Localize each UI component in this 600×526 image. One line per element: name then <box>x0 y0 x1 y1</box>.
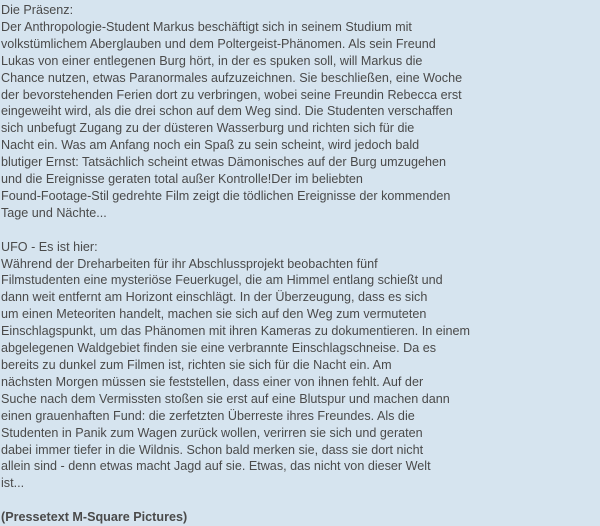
paragraph-line: und die Ereignisse geraten total außer Kontrolle!Der im beliebten <box>1 172 363 187</box>
section-heading: Die Präsenz: <box>1 3 74 17</box>
paragraph-line: dabei immer tiefer in die Wildnis. Schon bald merken sie, dass sie dort nicht <box>1 442 424 457</box>
paragraph-spacer <box>1 222 600 239</box>
paragraph-line: blutiger Ernst: Tatsächlich scheint etwas Dämonisches auf der Burg umzugehen <box>1 155 446 170</box>
section-heading: UFO - Es ist hier: <box>1 239 98 254</box>
paragraph-line: um einen Meteoriten handelt, machen sie sich auf den Weg zum vermuteten <box>1 307 427 322</box>
paragraph-line: sich unbefugt Zugang zu der düsteren Wasserburg und richten sich für die <box>1 121 415 136</box>
paragraph-line: abgelegenen Waldgebiet finden sie eine verbrannte Einschlagschneise. Da es <box>1 341 437 356</box>
paragraph-line: Lukas von einer entlegenen Burg hört, in der es spuken soll, will Markus die <box>1 53 423 68</box>
paragraph-line: volkstümlichem Aberglauben und dem Poltergeist-Phänomen. Als sein Freund <box>1 36 436 51</box>
paragraph-line: Filmstudenten eine mysteriöse Feuerkugel, die am Himmel entlang schießt und <box>1 273 443 288</box>
paragraph-line: Einschlagspunkt, um das Phänomen mit ihren Kameras zu dokumentieren. In einem <box>1 324 471 339</box>
paragraph-line: Der Anthropologie-Student Markus beschäftigt sich in seinem Studium mit <box>1 19 412 34</box>
paragraph-line: bereits zu dunkel zum Filmen ist, richten sie sich für die Nacht ein. Am <box>1 358 392 373</box>
paragraph-line: einen grauenhaften Fund: die zerfetzten Überreste ihres Freundes. Als die <box>1 408 415 423</box>
paragraph-line: Während der Dreharbeiten für ihr Abschlussprojekt beobachten fünf <box>1 256 378 271</box>
paragraph-line: der bevorstehenden Ferien dort zu verbringen, wobei seine Freundin Rebecca erst <box>1 87 462 102</box>
paragraph-line: allein sind - denn etwas macht Jagd auf sie. Etwas, das nicht von dieser Welt <box>1 459 431 474</box>
paragraph-spacer <box>1 492 600 509</box>
paragraph-line: Suche nach dem Vermissten stoßen sie erst auf eine Blutspur und machen dann <box>1 391 450 406</box>
section-ufo-es-ist-hier <box>1 239 600 493</box>
paragraph-line: eingeweiht wird, als die drei schon auf dem Weg sind. Die Studenten verschaffen <box>1 104 453 119</box>
paragraph-line: Chance nutzen, etwas Paranormales aufzuzeichnen. Sie beschließen, eine Woche <box>1 70 463 85</box>
paragraph-line: Nacht ein. Was am Anfang noch ein Spaß zu sein scheint, wird jedoch bald <box>1 138 420 153</box>
paragraph-line: ist... <box>1 476 25 491</box>
press-credit: (Pressetext M-Square Pictures) <box>1 510 188 525</box>
paragraph-line: Found-Footage-Stil gedrehte Film zeigt die tödlichen Ereignisse der kommenden <box>1 188 451 203</box>
paragraph-line: nächsten Morgen müssen sie feststellen, dass einer von ihnen fehlt. Auf der <box>1 374 424 389</box>
paragraph-line: Studenten in Panik zum Wagen zurück wollen, verirren sie sich und geraten <box>1 425 423 440</box>
section-die-praesenz <box>1 2 600 222</box>
paragraph-line: Tage und Nächte... <box>1 205 107 220</box>
paragraph-line: dann weit entfernt am Horizont einschlägt. In der Überzeugung, dass es sich <box>1 290 428 305</box>
